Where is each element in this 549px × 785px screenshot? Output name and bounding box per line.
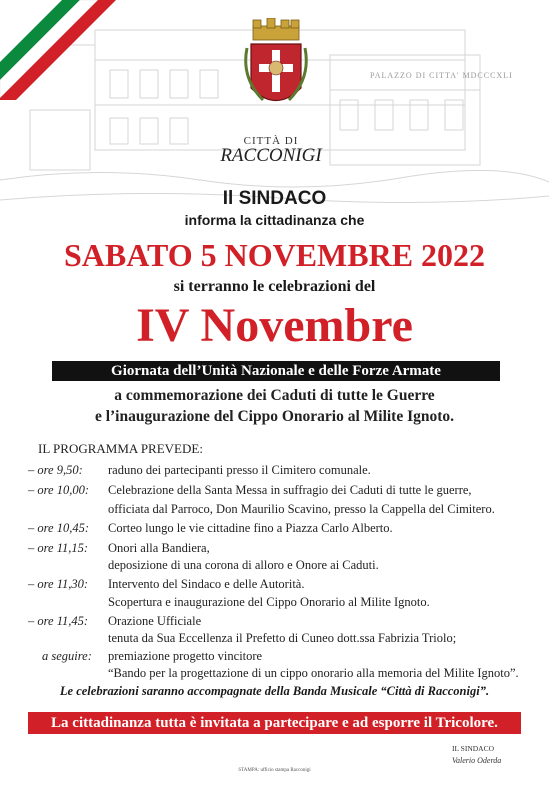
informa-text: informa la cittadinanza che [184, 212, 365, 228]
program-time: – ore 11,30: [28, 577, 89, 591]
commemoration-line1: a commemorazione dei Caduti di tutte le Guerre [114, 387, 435, 404]
printer-credit: STAMPA: ufficio stampa Racconigi [238, 768, 311, 773]
program-desc: Corteo lungo le vie cittadine fino a Piazza Carlo Alberto. [108, 521, 393, 535]
logo-line1: CITTÀ DI [243, 135, 299, 147]
program-desc: officiata dal Parroco, Don Maurilio Scavino, presso la Cappella del Cimitero. [108, 502, 495, 516]
giornata-band: Giornata dell’Unità Nazionale e delle Forze Armate [52, 361, 500, 381]
city-crest-icon [243, 18, 309, 118]
program-desc: Intervento del Sindaco e delle Autorità. [108, 577, 305, 591]
program-desc: Onori alla Bandiera, [108, 541, 210, 555]
program-desc: raduno dei partecipanti presso il Cimitero comunale. [108, 463, 371, 477]
program-desc: premiazione progetto vincitore [108, 649, 263, 663]
event-title: IV Novembre [136, 299, 413, 352]
program-desc: Scopertura e inaugurazione del Cippo Onorario al Milite Ignoto. [108, 595, 430, 609]
signature-name: Valerio Oderda [452, 756, 502, 765]
program-title: IL PROGRAMMA PREVEDE: [38, 441, 203, 456]
program-time: a seguire: [42, 649, 92, 663]
invitation-banner: La cittadinanza tutta è invitata a partecipare e ad esporre il Tricolore. [28, 712, 521, 734]
program-desc: tenuta da Sua Eccellenza il Prefetto di Cuneo dott.ssa Fabrizia Triolo; [108, 631, 457, 645]
program-desc: Celebrazione della Santa Messa in suffragio dei Caduti di tutte le guerre, [108, 483, 472, 497]
program-desc: deposizione di una corona di alloro e Onore ai Caduti. [108, 558, 379, 572]
sindaco-heading: Il SINDACO [222, 188, 327, 209]
program-desc: “Bando per la progettazione di un cippo onorario alla memoria del Milite Ignoto”. [108, 666, 519, 680]
program-time: – ore 11,45: [28, 614, 89, 628]
signature-title: IL SINDACO [452, 744, 495, 753]
palazzo-inscription: PALAZZO DI CITTA' MDCCCXLI [370, 71, 513, 80]
program-time: – ore 11,15: [28, 541, 89, 555]
commemoration-line2: e l’inaugurazione del Cippo Onorario al Milite Ignoto. [94, 408, 455, 425]
program-time: – ore 10,45: [28, 521, 89, 535]
celebrazioni-text: si terranno le celebrazioni del [173, 278, 376, 295]
band-note: Le celebrazioni saranno accompagnate della Banda Musicale “Città di Racconigi”. [59, 684, 490, 698]
tricolore-ribbon [0, 0, 130, 100]
city-logo [216, 135, 326, 167]
event-date: SABATO 5 NOVEMBRE 2022 [63, 237, 486, 273]
program-desc: Orazione Ufficiale [108, 614, 202, 628]
program-time: – ore 9,50: [28, 463, 83, 477]
logo-line2: RACCONIGI [220, 145, 322, 166]
program-time: – ore 10,00: [28, 483, 89, 497]
